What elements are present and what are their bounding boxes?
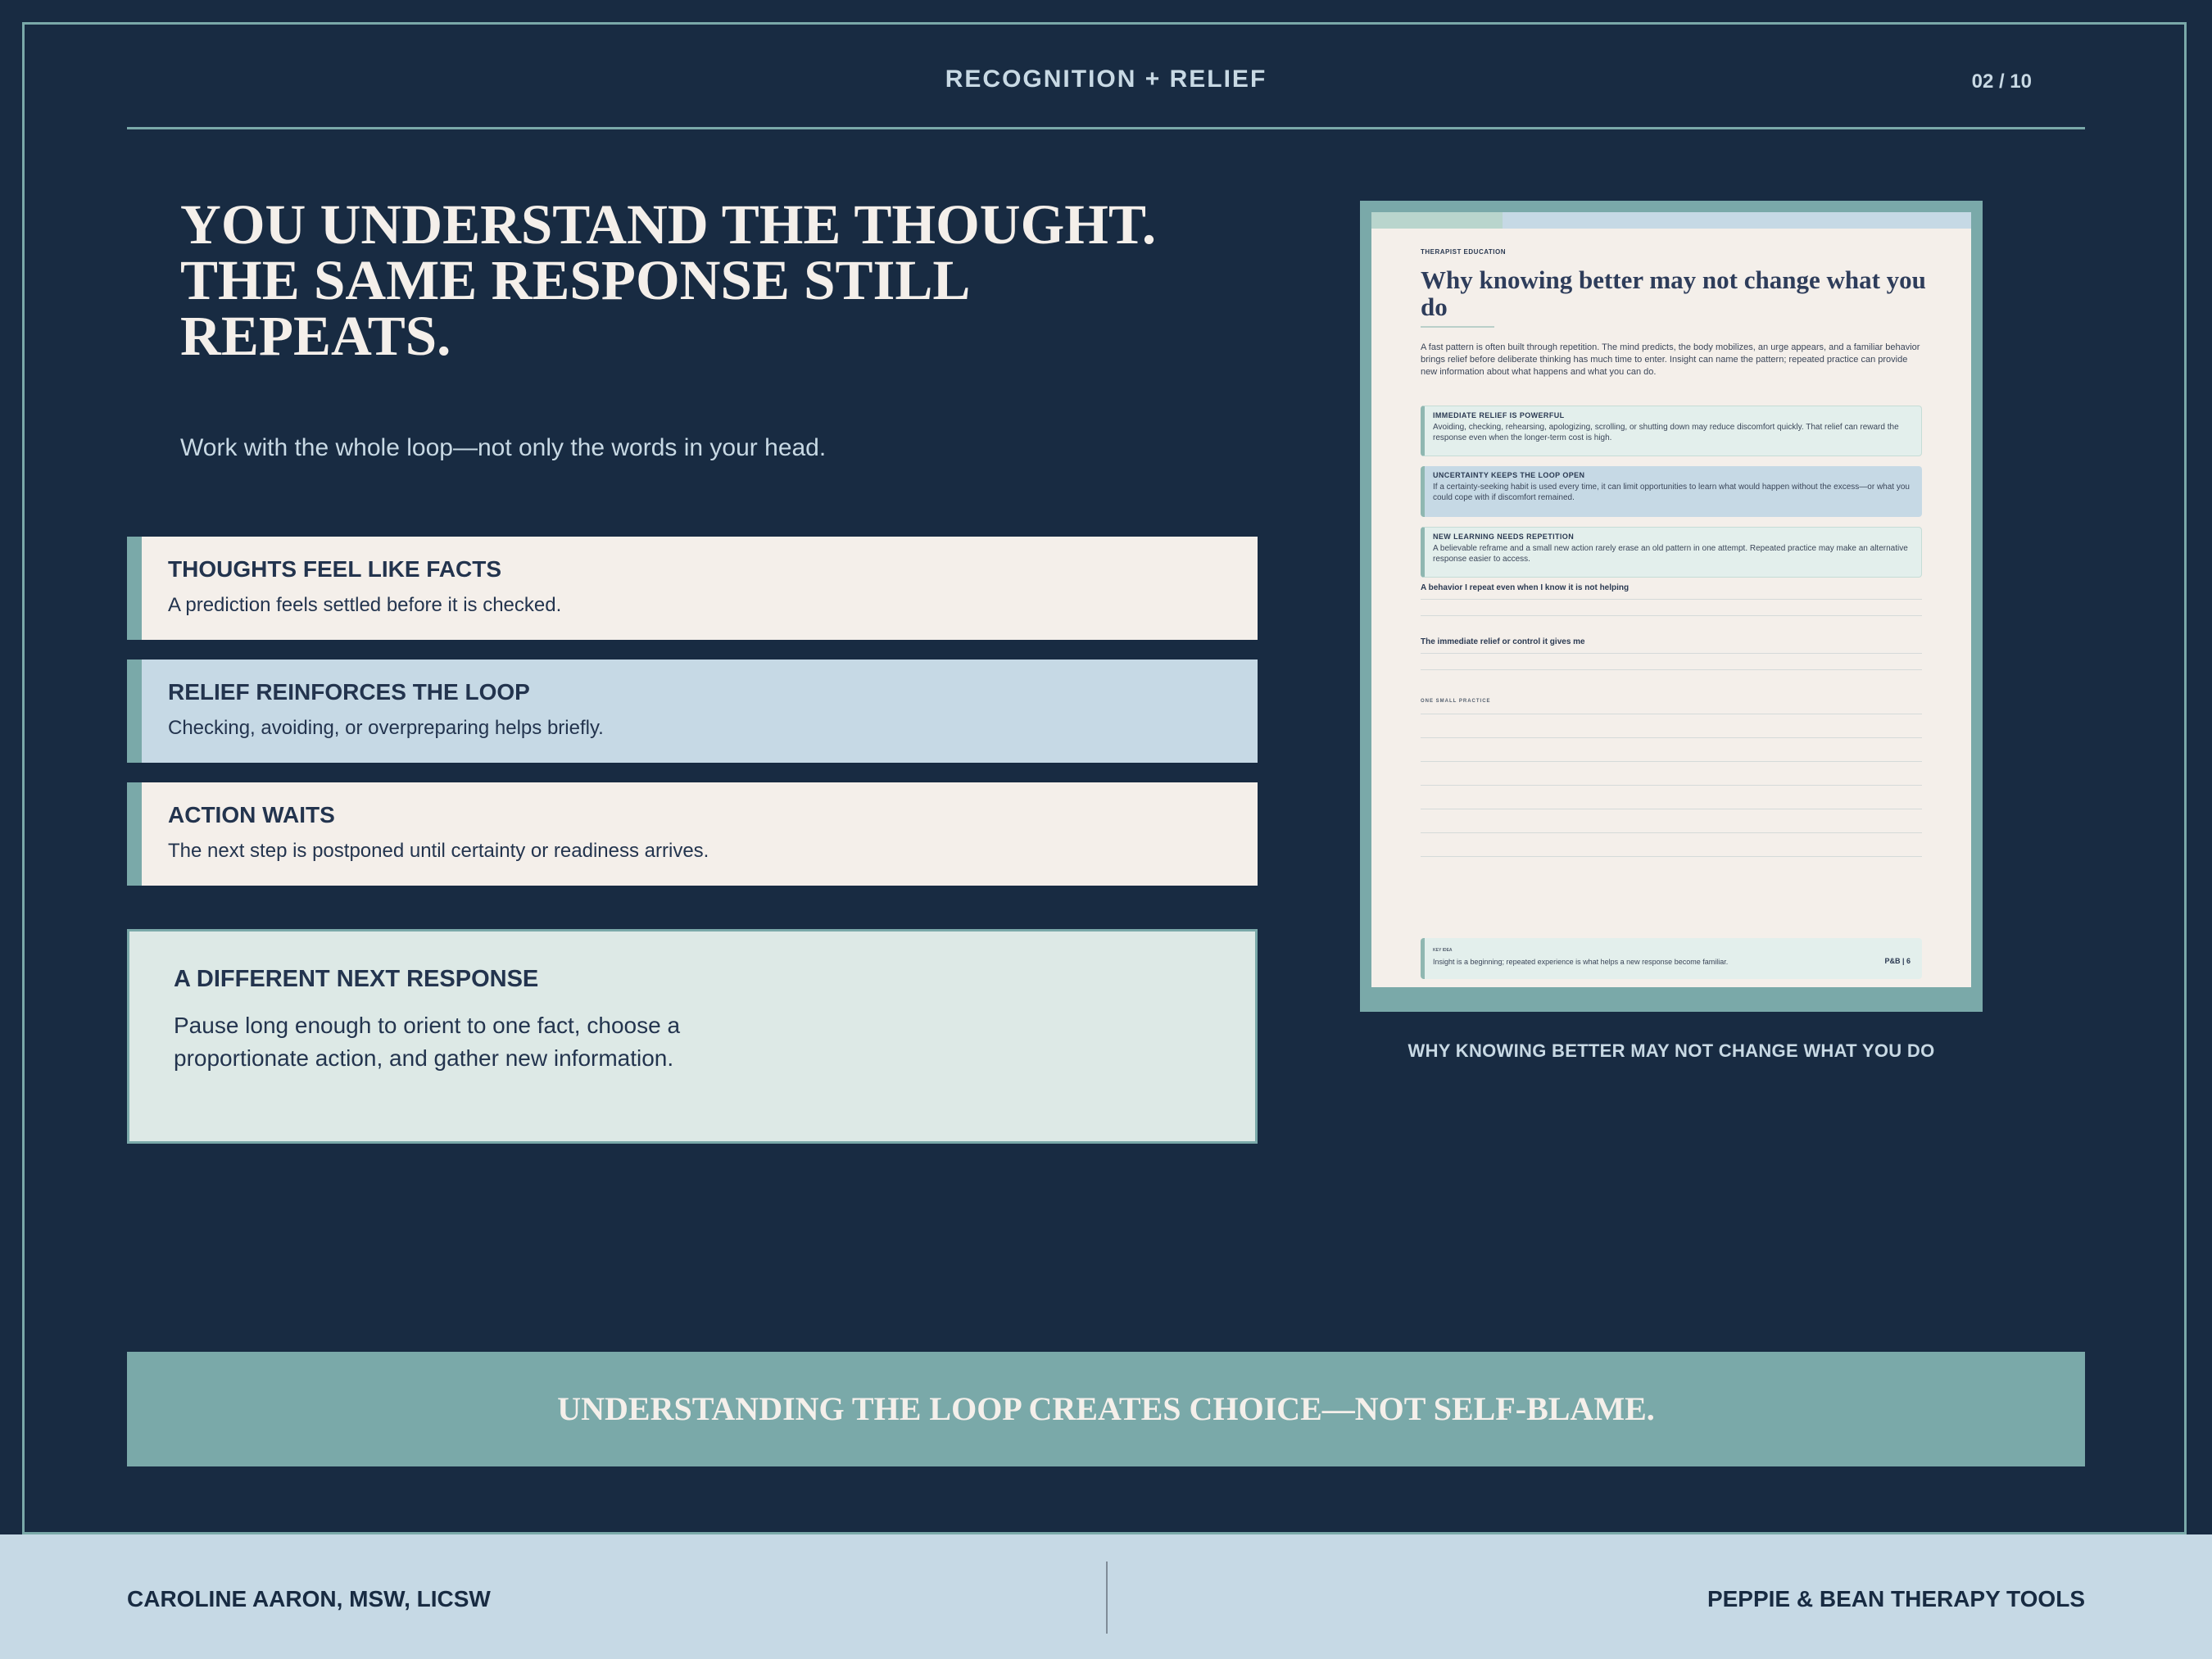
author-credit: CAROLINE AARON, MSW, LICSW xyxy=(127,1586,491,1611)
callout-title: IMMEDIATE RELIEF IS POWERFUL xyxy=(1433,411,1565,419)
worksheet-preview[interactable] xyxy=(1360,201,1983,1012)
writing-line xyxy=(1421,599,1922,600)
card-title: RELIEF REINFORCES THE LOOP xyxy=(168,679,530,705)
worksheet-title-rule xyxy=(1421,326,1494,328)
worksheet-key-idea xyxy=(1421,938,1922,979)
worksheet-prompt: The immediate relief or control it gives me xyxy=(1421,637,1585,646)
writing-line xyxy=(1421,737,1922,738)
worksheet-prompt: A behavior I repeat even when I know it is not helping xyxy=(1421,583,1630,592)
worksheet-intro: A fast pattern is often built through repetition. The mind predicts, the body mobilizes, an urge appears, and a familiar behavior brings relief before deliberate thinking has much time to enter. Insight can name the pattern; repeated practice can provide new information about what happens and what you can do. xyxy=(1421,342,1920,377)
next-response-title: A DIFFERENT NEXT RESPONSE xyxy=(174,966,539,992)
next-response-body: Pause long enough to orient to one fact, choose a proportionate action, and gather new information. xyxy=(174,1013,681,1071)
card-body: The next step is postponed until certainty or readiness arrives. xyxy=(168,840,709,862)
worksheet-page-brand: P&B | 6 xyxy=(1884,957,1911,965)
practice-label: ONE SMALL PRACTICE xyxy=(1421,699,1491,704)
section-title: RECOGNITION + RELIEF xyxy=(945,66,1267,93)
key-message-banner: UNDERSTANDING THE LOOP CREATES CHOICE—NOT SELF-BLAME. xyxy=(127,1352,2085,1466)
writing-line xyxy=(1421,669,1922,670)
writing-line xyxy=(1421,856,1922,857)
key-idea-text: Insight is a beginning; repeated experience is what helps a new response become familiar. xyxy=(1433,958,1729,966)
worksheet-caption: WHY KNOWING BETTER MAY NOT CHANGE WHAT YOU DO xyxy=(1407,1040,1935,1061)
worksheet-callout xyxy=(1421,406,1922,456)
callout-body: A believable reframe and a small new action rarely erase an old pattern in one attempt. Repeated practice may make an alternative response easier to access. xyxy=(1433,544,1908,564)
slide-headline: YOU UNDERSTAND THE THOUGHT. THE SAME RESPONSE STILL REPEATS. xyxy=(180,193,1157,367)
worksheet-callout xyxy=(1421,466,1922,517)
writing-line xyxy=(1421,653,1922,654)
different-next-response-box xyxy=(127,929,1258,1144)
writing-line xyxy=(1421,832,1922,833)
header-divider xyxy=(127,127,2085,129)
brand-name: PEPPIE & BEAN THERAPY TOOLS xyxy=(1707,1586,2085,1611)
card-thoughts-feel-like-facts xyxy=(127,537,1258,640)
slide-footer xyxy=(0,1534,2212,1659)
card-action-waits xyxy=(127,782,1258,886)
card-title: THOUGHTS FEEL LIKE FACTS xyxy=(168,556,502,582)
worksheet-kicker: THERAPIST EDUCATION xyxy=(1421,248,1507,256)
callout-title: UNCERTAINTY KEEPS THE LOOP OPEN xyxy=(1433,471,1585,479)
card-relief-reinforces-loop xyxy=(127,660,1258,763)
card-body: A prediction feels settled before it is checked. xyxy=(168,594,562,616)
callout-body: If a certainty-seeking habit is used every time, it can limit opportunities to learn what would happen without the excess—or what you could cope with if discomfort remained. xyxy=(1433,483,1910,502)
writing-line xyxy=(1421,615,1922,616)
page-number: 02 / 10 xyxy=(1971,70,2032,93)
card-body: Checking, avoiding, or overpreparing helps briefly. xyxy=(168,717,604,739)
callout-title: NEW LEARNING NEEDS REPETITION xyxy=(1433,533,1575,541)
key-idea-label: KEY IDEA xyxy=(1433,948,1453,953)
footer-divider xyxy=(1106,1562,1108,1634)
worksheet-color-tabs xyxy=(1371,212,1971,229)
writing-line xyxy=(1421,761,1922,762)
slide-subhead: Work with the whole loop—not only the words in your head. xyxy=(180,434,827,461)
worksheet-callout xyxy=(1421,527,1922,578)
card-title: ACTION WAITS xyxy=(168,802,335,827)
worksheet-title: Why knowing better may not change what you do xyxy=(1421,265,1926,321)
callout-body: Avoiding, checking, rehearsing, apologizing, scrolling, or shutting down may reduce discomfort quickly. That relief can reward the response even when the longer-term cost is high. xyxy=(1433,423,1899,442)
worksheet-page xyxy=(1371,212,1971,987)
writing-line xyxy=(1421,785,1922,786)
